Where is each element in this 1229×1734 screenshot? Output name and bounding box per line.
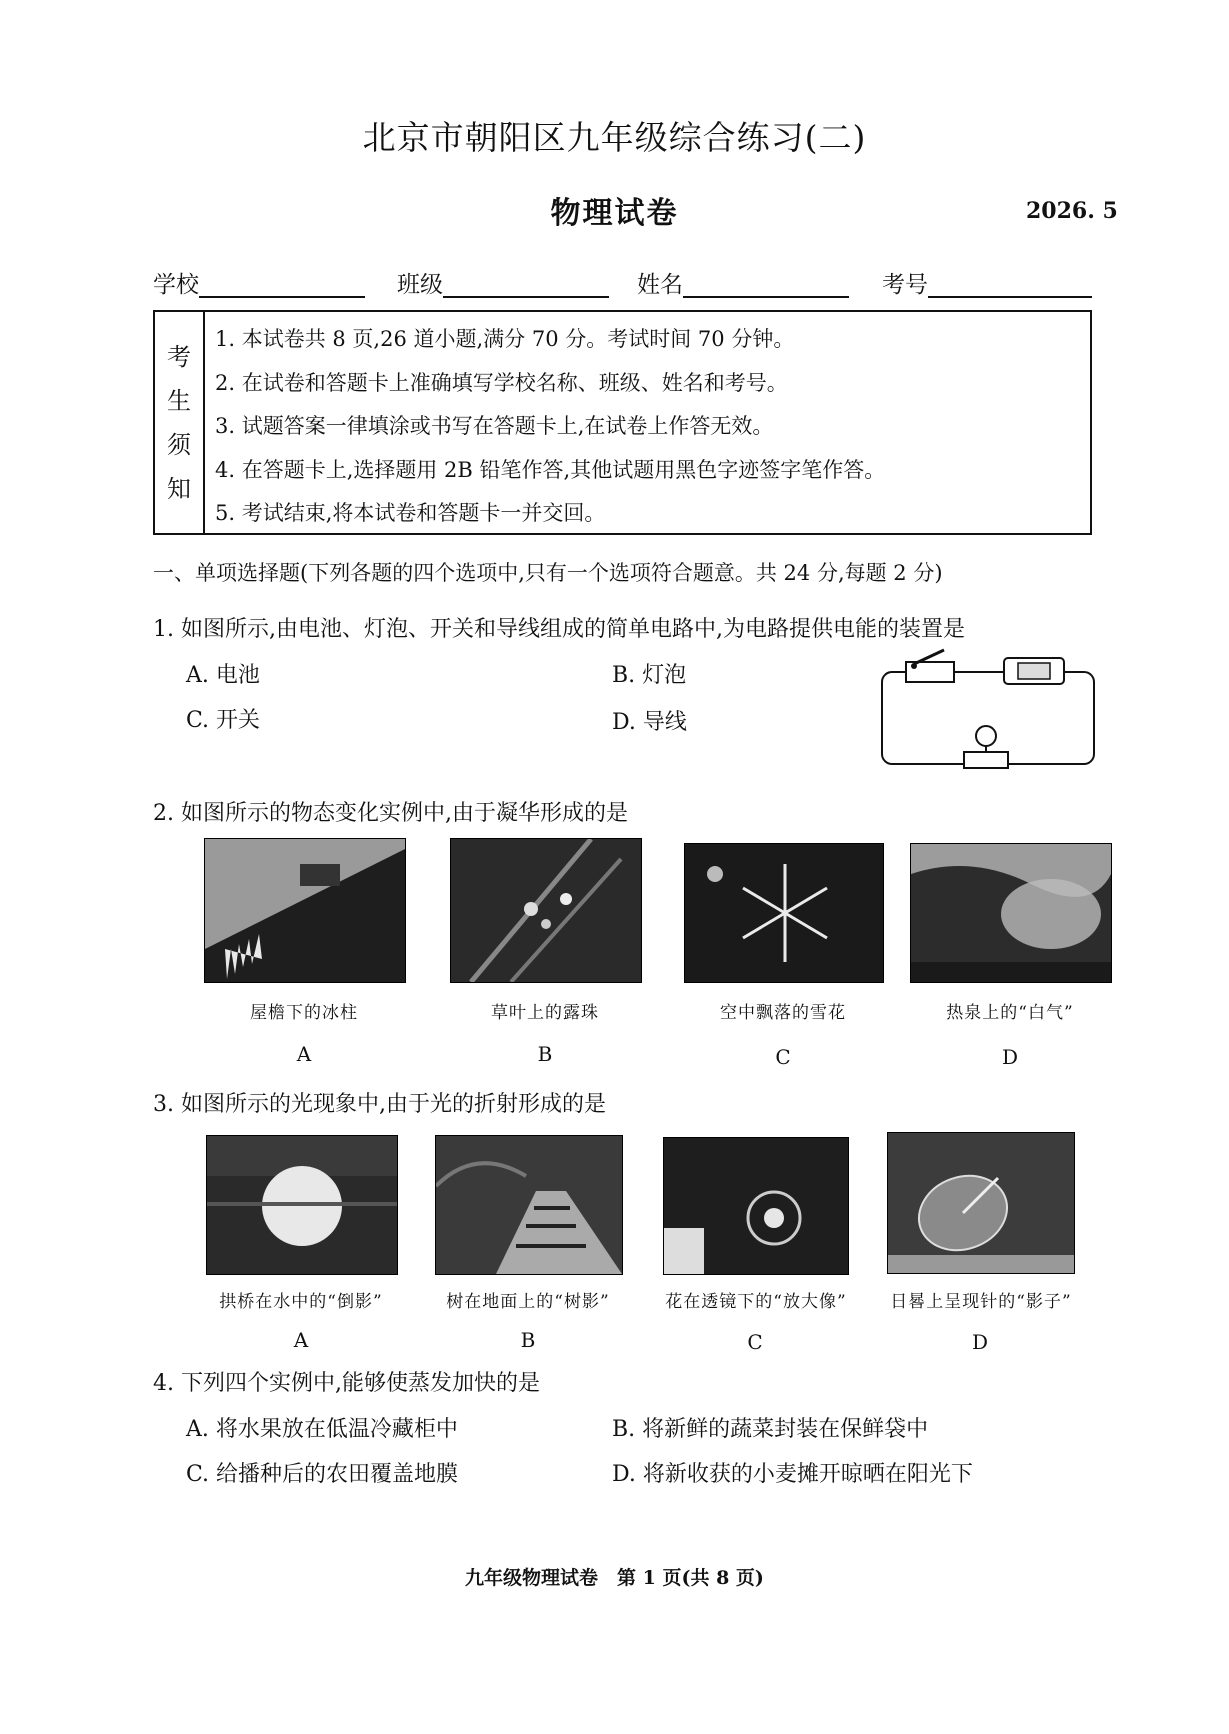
class-label: 班级 — [397, 272, 443, 298]
question-4: 4. 下列四个实例中,能够使蒸发加快的是 — [153, 1371, 540, 1396]
name-field — [637, 266, 849, 299]
q3-letter-b: B — [520, 1328, 536, 1352]
q2-image-c-snowflake[interactable] — [684, 843, 884, 983]
notice-heading-char: 知 — [167, 474, 191, 503]
school-field — [153, 266, 365, 299]
q4-option-b[interactable]: B. 将新鲜的蔬菜封装在保鲜袋中 — [612, 1417, 929, 1442]
q2-letter-a: A — [296, 1042, 312, 1066]
question-3: 3. 如图所示的光现象中,由于光的折射形成的是 — [153, 1092, 606, 1117]
q2-letter-c: C — [775, 1045, 791, 1069]
q3-letter-a: A — [293, 1328, 309, 1352]
q2-caption-b: 草叶上的露珠 — [491, 1003, 599, 1023]
switch-icon — [906, 650, 954, 682]
q2-letter-b: B — [537, 1042, 553, 1066]
q3-caption-b: 树在地面上的“树影” — [446, 1292, 610, 1312]
notice-heading-char: 生 — [167, 386, 191, 415]
section-title: 一、单项选择题(下列各题的四个选项中,只有一个选项符合题意。共 24 分,每题 2 分) — [153, 561, 943, 585]
name-blank[interactable] — [683, 276, 849, 298]
notice-box — [153, 310, 1092, 535]
q4-option-d[interactable]: D. 将新收获的小麦摊开晾晒在阳光下 — [612, 1462, 973, 1487]
q1-option-b[interactable]: B. 灯泡 — [612, 663, 687, 688]
q1-option-a[interactable]: A. 电池 — [186, 663, 260, 688]
q3-caption-a: 拱桥在水中的“倒影” — [219, 1292, 383, 1312]
q3-letter-c: C — [747, 1330, 763, 1354]
notice-item: 4. 在答题卡上,选择题用 2B 铅笔作答,其他试题用黑色字迹签字笔作答。 — [215, 457, 886, 482]
q3-caption-c: 花在透镜下的“放大像” — [665, 1292, 847, 1312]
page-title: 北京市朝阳区九年级综合练习(二) — [362, 118, 867, 157]
q2-caption-a: 屋檐下的冰柱 — [250, 1003, 358, 1023]
q3-image-d-sundial[interactable] — [887, 1132, 1075, 1274]
question-2: 2. 如图所示的物态变化实例中,由于凝华形成的是 — [153, 801, 628, 826]
class-field — [397, 266, 609, 299]
q4-option-c[interactable]: C. 给播种后的农田覆盖地膜 — [186, 1462, 459, 1487]
question-1: 1. 如图所示,由电池、灯泡、开关和导线组成的简单电路中,为电路提供电能的装置是 — [153, 617, 965, 642]
notice-item: 3. 试题答案一律填涂或书写在答题卡上,在试卷上作答无效。 — [215, 414, 774, 438]
q4-option-a[interactable]: A. 将水果放在低温冷藏柜中 — [186, 1417, 458, 1442]
notice-item: 2. 在试卷和答题卡上准确填写学校名称、班级、姓名和考号。 — [215, 370, 788, 395]
q2-image-b-dew[interactable] — [450, 838, 642, 983]
exam-no-field — [882, 266, 1092, 299]
notice-list — [215, 318, 885, 536]
school-blank[interactable] — [199, 276, 365, 298]
q1-option-d[interactable]: D. 导线 — [612, 710, 687, 735]
q2-image-a-icicles[interactable] — [204, 838, 406, 983]
notice-heading-char: 须 — [167, 430, 191, 459]
exam-no-blank[interactable] — [928, 276, 1092, 298]
q2-caption-c: 空中飘落的雪花 — [720, 1003, 846, 1023]
school-label: 学校 — [153, 272, 199, 298]
page-subtitle: 物理试卷 — [550, 196, 679, 231]
exam-date: 2026. 5 — [1026, 198, 1118, 224]
q3-image-a-bridge-reflection[interactable] — [206, 1135, 398, 1275]
battery-icon — [1004, 658, 1064, 684]
q1-option-c[interactable]: C. 开关 — [186, 708, 261, 733]
notice-heading — [155, 312, 205, 533]
exam-no-label: 考号 — [882, 272, 928, 298]
q3-letter-d: D — [971, 1330, 989, 1354]
q3-image-b-tree-shadow[interactable] — [435, 1135, 623, 1275]
name-label: 姓名 — [637, 272, 683, 298]
class-blank[interactable] — [443, 276, 609, 298]
bulb-icon — [964, 726, 1008, 768]
notice-item: 1. 本试卷共 8 页,26 道小题,满分 70 分。考试时间 70 分钟。 — [215, 327, 795, 351]
q2-caption-d: 热泉上的“白气” — [946, 1003, 1074, 1023]
notice-item: 5. 考试结束,将本试卷和答题卡一并交回。 — [215, 501, 606, 525]
q2-image-d-hot-spring[interactable] — [910, 843, 1112, 983]
q2-letter-d: D — [1001, 1045, 1019, 1069]
q3-image-c-magnifier-flower[interactable] — [663, 1137, 849, 1275]
q3-caption-d: 日晷上呈现针的“影子” — [890, 1292, 1072, 1312]
page-footer: 九年级物理试卷 第 1 页(共 8 页) — [465, 1567, 764, 1589]
notice-heading-char: 考 — [167, 342, 191, 371]
circuit-diagram — [878, 648, 1100, 770]
